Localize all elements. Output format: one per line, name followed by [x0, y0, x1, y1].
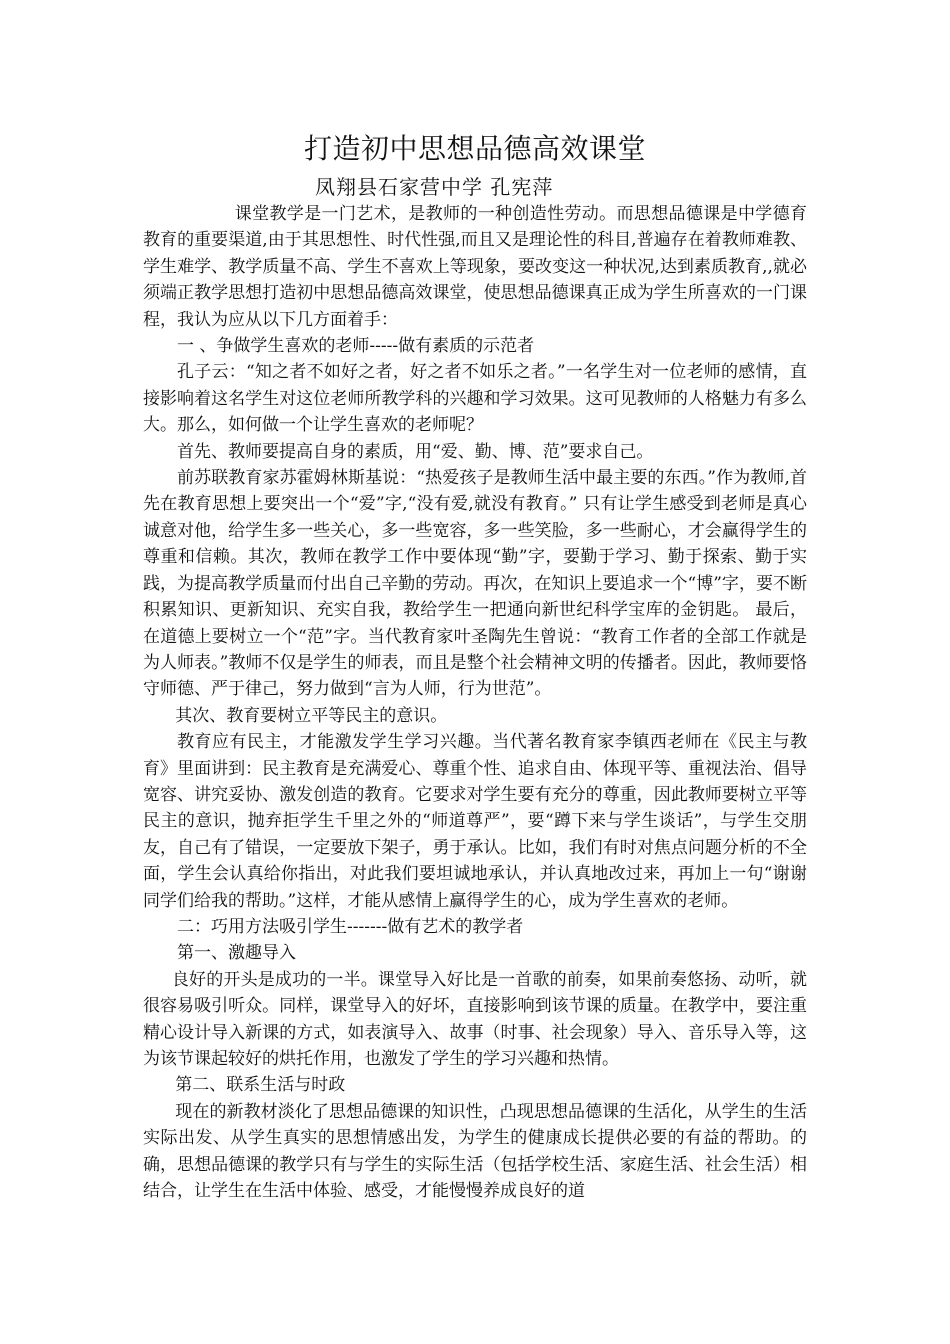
subheading-paragraph: 第二、联系生活与时政	[175, 1075, 346, 1096]
document-title: 打造初中思想品德高效课堂	[303, 132, 646, 165]
subheading-paragraph: 第一、激趣导入	[177, 943, 296, 964]
section-heading-1: 一 、争做学生喜欢的老师-----做有素质的示范者	[177, 336, 535, 357]
body-paragraph: 孔子云：“知之者不如好之者，好之者不如乐之者。”一名学生对一位老师的感情，直接影响着这名学生对这位老师所教学科的兴趣和学习效果。这可见教师的人格魅力有多么大。那么，如何做一个让学生喜欢的老师呢？	[143, 362, 807, 436]
subheading-paragraph: 其次、教育要树立平等民主的意识。	[175, 705, 448, 726]
document-page	[143, 131, 807, 1204]
section-heading-2: 二：巧用方法吸引学生-------做有艺术的教学者	[177, 916, 524, 937]
intro-paragraph: 课堂教学是一门艺术，是教师的一种创造性劳动。而思想品德课是中学德育教育的重要渠道,由于其思想性、时代性强,而且又是理论性的科目,普遍存在着教师难教、学生难学、教学质量不高、学生不喜欢上等现象，要改变这一种状况,达到素质教育,,就必须端正教学思想打造初中思想品德高效课堂，使思想品德课真正成为学生所喜欢的一门课程，我认为应从以下几方面着手：	[143, 204, 807, 330]
document-body	[143, 201, 807, 1204]
body-paragraph: 教育应有民主，才能激发学生学习兴趣。当代著名教育家李镇西老师在《民主与教育》里面讲到：民主教育是充满爱心、尊重个性、追求自由、体现平等、重视法治、倡导宽容、讲究妥协、激发创造的教育。它要求对学生要有充分的尊重，因此教师要树立平等民主的意识，抛弃拒学生千里之外的“师道尊严”，要“蹲下来与学生谈话”，与学生交朋友，自己有了错误，一定要放下架子，勇于承认。比如，我们有时对焦点问题分析的不全面，学生会认真给你指出，对此我们要坦诚地承认，并认真地改过来，再加上一句“谢谢同学们给我的帮助。”这样，才能从感情上赢得学生的心，成为学生喜欢的老师。	[143, 732, 807, 911]
body-paragraph: 现在的新教材淡化了思想品德课的知识性，凸现思想品德课的生活化，从学生的生活实际出发、从学生真实的思想情感出发，为学生的健康成长提供必要的有益的帮助。的确，思想品德课的教学只有与学生的实际生活（包括学校生活、家庭生活、社会生活）相结合，让学生在生活中体验、感受，才能慢慢养成良好的道	[143, 1101, 807, 1202]
body-paragraph: 前苏联教育家苏霍姆林斯基说：“热爱孩子是教师生活中最主要的东西。”作为教师,首先在教育思想上要突出一个“爱”字,“没有爱,就没有教育。” 只有让学生感受到老师是真心诚意对他，给学生多一些关心，多一些宽容，多一些笑脸，多一些耐心，才会赢得学生的尊重和信赖。其次，教师在教学工作中要体现“勤”字，要勤于学习、勤于探索、勤于实践，为提高教学质量而付出自己辛勤的劳动。再次，在知识上要追求一个“博”字，要不断积累知识、更新知识、充实自我，教给学生一把通向新世纪科学宝库的金钥匙。 最后，在道德上要树立一个“范”字。当代教育家叶圣陶先生曾说：“教育工作者的全部工作就是为人师表。”教师不仅是学生的师表，而且是整个社会精神文明的传播者。因此，教师要恪守师德、严于律己，努力做到“言为人师，行为世范”。	[143, 468, 807, 700]
body-paragraph: 良好的开头是成功的一半。课堂导入好比是一首歌的前奏，如果前奏悠扬、动听，就很容易吸引听众。同样，课堂导入的好坏，直接影响到该节课的质量。在教学中，要注重精心设计导入新课的方式，如表演导入、故事（时事、社会现象）导入、音乐导入等，这为该节课起较好的烘托作用，也激发了学生的学习兴趣和热情。	[143, 969, 807, 1069]
author-byline: 凤翔县石家营中学 孔宪萍	[315, 175, 554, 199]
subheading-paragraph: 首先、教师要提高自身的素质，用“爱、勤、博、范”要求自己。	[177, 441, 654, 462]
